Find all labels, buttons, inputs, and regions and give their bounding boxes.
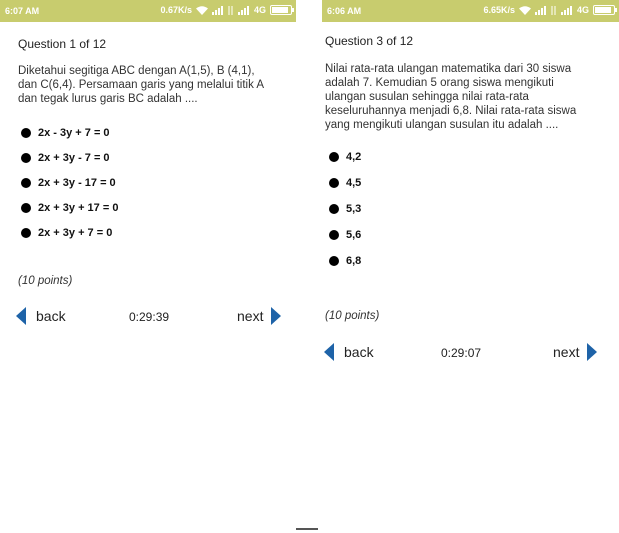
signal-icon-2 — [238, 6, 250, 15]
phone-screen-left — [0, 0, 296, 533]
radio-dot-icon — [329, 204, 339, 214]
network-type: 4G — [253, 5, 266, 15]
status-bar — [0, 0, 296, 22]
network-speed: 6.65K/s — [483, 5, 515, 15]
back-label: back — [344, 344, 374, 360]
data-transfer-icon — [228, 6, 234, 15]
answer-option[interactable] — [329, 196, 361, 222]
points-label: (10 points) — [18, 275, 73, 287]
answer-option[interactable] — [21, 120, 118, 145]
answer-label: 6,8 — [346, 255, 362, 267]
status-bar — [322, 0, 619, 22]
screenshot-gap — [296, 0, 322, 533]
next-label: next — [553, 344, 580, 360]
signal-icon-2 — [561, 6, 573, 15]
radio-dot-icon — [329, 256, 339, 266]
answer-label: 4,5 — [346, 177, 362, 189]
question-number: Question 3 of 12 — [325, 34, 414, 48]
answer-option[interactable] — [329, 170, 361, 196]
answer-label: 5,3 — [346, 203, 362, 215]
wifi-icon — [196, 6, 208, 15]
status-time: 6:07 AM — [5, 6, 40, 16]
answer-option[interactable] — [21, 220, 118, 245]
timer: 0:29:39 — [129, 310, 170, 324]
wifi-icon — [519, 6, 531, 15]
answer-label: 2x + 3y - 17 = 0 — [38, 176, 116, 189]
question-line: Nilai rata-rata ulangan matematika dari 30 siswa — [325, 63, 572, 75]
answer-label: 2x + 3y - 7 = 0 — [38, 151, 110, 164]
status-time: 6:06 AM — [327, 6, 362, 16]
next-button[interactable] — [553, 343, 597, 361]
signal-icon — [535, 6, 547, 15]
timer: 0:29:07 — [441, 346, 482, 360]
radio-dot-icon — [21, 128, 31, 138]
arrow-left-icon — [324, 343, 334, 361]
answer-label: 4,2 — [346, 151, 362, 163]
navigation-bar — [322, 341, 619, 365]
arrow-left-icon — [16, 307, 26, 325]
question-line: Diketahui segitiga ABC dengan A(1,5), B (4,1), — [18, 65, 255, 77]
divider-line — [296, 528, 318, 530]
answer-options — [329, 144, 361, 274]
points-label: (10 points) — [325, 310, 380, 322]
answer-option[interactable] — [329, 248, 361, 274]
radio-dot-icon — [21, 153, 31, 163]
network-speed: 0.67K/s — [160, 5, 192, 15]
arrow-right-icon — [587, 343, 597, 361]
next-button[interactable] — [237, 307, 281, 325]
answer-option[interactable] — [21, 195, 118, 220]
phone-screen-right — [322, 0, 619, 533]
navigation-bar — [0, 305, 296, 329]
question-line: yang mengikuti ulangan susulan itu adalah .... — [325, 119, 559, 131]
question-line: adalah 7. Kemudian 5 orang siswa mengikuti — [325, 77, 554, 89]
back-button[interactable] — [324, 343, 374, 361]
question-text — [325, 62, 615, 132]
next-label: next — [237, 308, 264, 324]
arrow-right-icon — [271, 307, 281, 325]
question-number: Question 1 of 12 — [18, 37, 107, 51]
answer-options — [21, 120, 118, 245]
battery-icon — [270, 5, 292, 15]
radio-dot-icon — [21, 178, 31, 188]
radio-dot-icon — [21, 228, 31, 238]
back-button[interactable] — [16, 307, 66, 325]
data-transfer-icon — [551, 6, 557, 15]
answer-option[interactable] — [21, 170, 118, 195]
question-line: ulangan susulan sehingga nilai rata-rata — [325, 91, 529, 103]
battery-icon — [593, 5, 615, 15]
answer-label: 5,6 — [346, 229, 362, 241]
question-line: dan C(6,4). Persamaan garis yang melalui titik A — [18, 79, 265, 91]
back-label: back — [36, 308, 66, 324]
status-icons — [483, 5, 615, 15]
answer-label: 2x + 3y + 7 = 0 — [38, 226, 113, 239]
answer-label: 2x + 3y + 17 = 0 — [38, 201, 119, 214]
radio-dot-icon — [21, 203, 31, 213]
answer-label: 2x - 3y + 7 = 0 — [38, 126, 110, 139]
status-icons — [160, 5, 292, 15]
signal-icon — [212, 6, 224, 15]
question-line: dan tegak lurus garis BC adalah .... — [18, 93, 198, 105]
radio-dot-icon — [329, 178, 339, 188]
radio-dot-icon — [329, 152, 339, 162]
question-line: keseluruhannya menjadi 6,8. Nilai rata-rata siswa — [325, 105, 577, 117]
radio-dot-icon — [329, 230, 339, 240]
question-text — [18, 64, 290, 106]
answer-option[interactable] — [21, 145, 118, 170]
answer-option[interactable] — [329, 144, 361, 170]
answer-option[interactable] — [329, 222, 361, 248]
network-type: 4G — [576, 5, 589, 15]
